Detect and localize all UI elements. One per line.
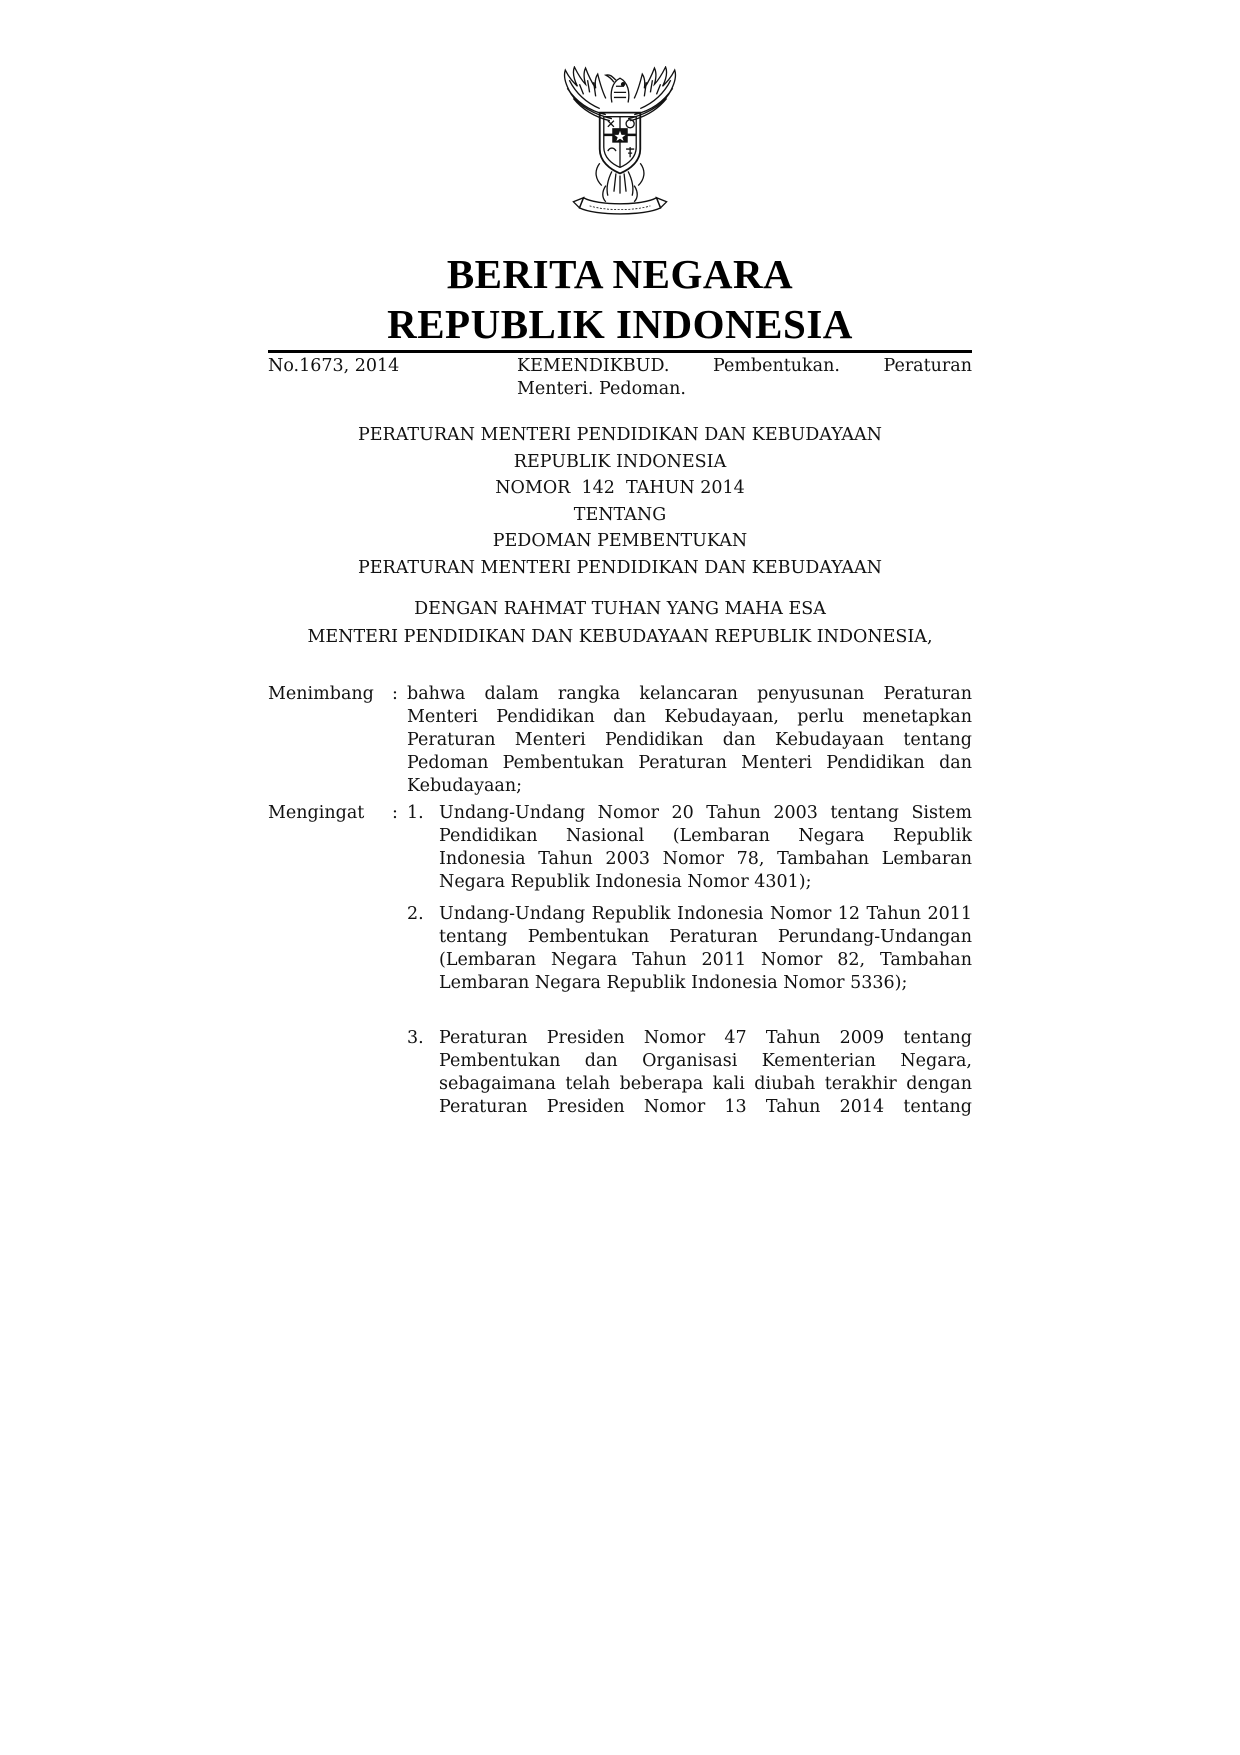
mengingat-item-number: 1. <box>407 803 424 823</box>
mengingat-item-number: 3. <box>407 1028 424 1048</box>
mengingat-item-number: 2. <box>407 904 424 924</box>
gazette-description: KEMENDIKBUD. Pembentukan. Peraturan Menteri. Pedoman. <box>517 356 972 399</box>
masthead-title: BERITA NEGARA <box>446 251 794 297</box>
garuda-pancasila-emblem-icon <box>549 66 691 218</box>
masthead-rule <box>268 350 972 353</box>
gazette-number: No.1673, 2014 <box>268 356 400 376</box>
menimbang-text: bahwa dalam rangka kelancaran penyusunan Peraturan Menteri Pendidikan dan Kebudayaan, perlu menetapkan Peraturan Menteri Pendidikan dan Kebudayaan tentang Pedoman Pembentukan Peraturan Menteri Pendidikan dan Kebudayaan; <box>407 684 972 796</box>
mengingat-item-text: Undang-Undang Nomor 20 Tahun 2003 tentang Sistem Pendidikan Nasional (Lembaran Negara Republik Indonesia Tahun 2003 Nomor 78, Tambahan Lembaran Negara Republik Indonesia Nomor 4301); <box>439 803 972 892</box>
mengingat-label: Mengingat <box>268 803 365 823</box>
title-line: NOMOR 142 TAHUN 2014 <box>495 478 745 498</box>
invocation <box>268 596 972 623</box>
mengingat-item-text: Undang-Undang Republik Indonesia Nomor 12 Tahun 2011 tentang Pembentukan Peraturan Perundang-Undangan (Lembaran Negara Tahun 2011 Nomor 82, Tambahan Lembaran Negara Republik Indonesia Nomor 5336); <box>439 904 972 993</box>
masthead-subtitle: REPUBLIK INDONESIA <box>387 301 853 347</box>
menimbang-colon: : <box>392 684 398 704</box>
invocation-text: DENGAN RAHMAT TUHAN YANG MAHA ESA <box>414 599 826 619</box>
title-line: PERATURAN MENTERI PENDIDIKAN DAN KEBUDAYAAN <box>358 557 882 578</box>
mengingat-item-text: Peraturan Presiden Nomor 47 Tahun 2009 tentang Pembentukan dan Organisasi Kementerian Negara, sebagaimana telah beberapa kali diubah terakhir dengan Peraturan Presiden Nomor 13 Tahun 2014 tentang <box>439 1028 972 1117</box>
minister-line: MENTERI PENDIDIKAN DAN KEBUDAYAAN REPUBLIK INDONESIA, <box>307 627 933 647</box>
title-line: PERATURAN MENTERI PENDIDIKAN DAN KEBUDAYAAN <box>358 425 882 445</box>
regulation-title-block <box>268 422 972 581</box>
title-line: PEDOMAN PEMBENTUKAN <box>492 531 748 551</box>
mengingat-colon: : <box>392 803 398 823</box>
title-line: REPUBLIK INDONESIA <box>513 451 727 472</box>
menimbang-label: Menimbang <box>268 684 374 704</box>
title-line: TENTANG <box>573 504 667 525</box>
